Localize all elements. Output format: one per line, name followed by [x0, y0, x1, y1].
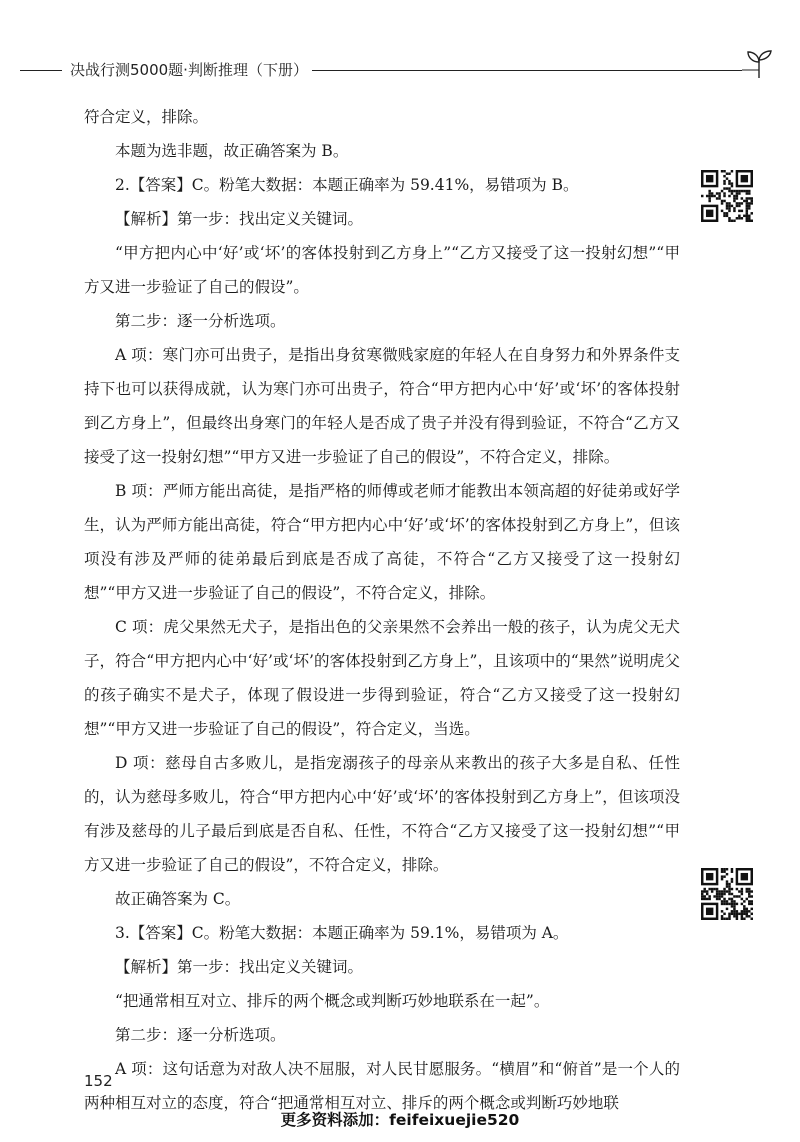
paragraph: A 项：这句话意为对敌人决不屈服，对人民甘愿服务。“横眉”和“俯首”是一个人的两种相互对立的态度，符合“把通常相互对立、排斥的两个概念或判断巧妙地联: [84, 1060, 680, 1112]
header-rule-left: [20, 70, 62, 71]
paragraph: “甲方把内心中‘好’或‘坏’的客体投射到乙方身上”“乙方又接受了这一投射幻想”“甲方又进一步验证了自己的假设”。: [84, 244, 680, 296]
paragraph: “把通常相互对立、排斥的两个概念或判断巧妙地联系在一起”。: [115, 992, 550, 1010]
paragraph: D 项：慈母自古多败儿，是指宠溺孩子的母亲从来教出的孩子大多是自私、任性的，认为慈母多败儿，符合“甲方把内心中‘好’或‘坏’的客体投射到乙方身上”，但该项没有涉及慈母的儿子最后到底是否自私、任性，不符合“乙方又接受了这一投射幻想”“甲方又进一步验证了自己的假设”，不符合定义，排除。: [84, 754, 680, 874]
paragraph: 【解析】第一步：找出定义关键词。: [115, 958, 364, 976]
paragraph: 符合定义，排除。: [84, 108, 209, 126]
paragraph: 故正确答案为 C。: [115, 890, 241, 908]
paragraph: 第二步：逐一分析选项。: [115, 1026, 286, 1044]
paragraph: 【解析】第一步：找出定义关键词。: [115, 210, 364, 228]
header-rule-right: [312, 70, 742, 71]
running-header: [20, 56, 760, 82]
paragraph: 第二步：逐一分析选项。: [115, 312, 286, 330]
footer-note: 更多资料添加：feifeixuejie520: [280, 1111, 520, 1129]
paragraph: C 项：虎父果然无犬子，是指出色的父亲果然不会养出一般的孩子，认为虎父无犬子，符合“甲方把内心中‘好’或‘坏’的客体投射到乙方身上”，且该项中的“果然”说明虎父的孩子确实不是犬子，体现了假设进一步得到验证，符合“乙方又接受了这一投射幻想”“甲方又进一步验证了自己的假设”，符合定义，当选。: [84, 618, 680, 738]
paragraph: 2.【答案】C。粉笔大数据：本题正确率为 59.41%，易错项为 B。: [115, 176, 579, 194]
body-text: [84, 100, 680, 1120]
qr-code-icon[interactable]: [701, 868, 753, 920]
sprout-icon: [742, 48, 776, 80]
paragraph: 本题为选非题，故正确答案为 B。: [115, 142, 349, 160]
paragraph: B 项：严师方能出高徒，是指严格的师傅或老师才能教出本领高超的好徒弟或好学生，认为严师方能出高徒，符合“甲方把内心中‘好’或‘坏’的客体投射到乙方身上”，但该项没有涉及严师的徒弟最后到底是否成了高徒，不符合“乙方又接受了这一投射幻想”“甲方又进一步验证了自己的假设”，不符合定义，排除。: [84, 482, 680, 602]
qr-code-icon[interactable]: [701, 170, 753, 222]
paragraph: A 项：寒门亦可出贵子，是指出身贫寒微贱家庭的年轻人在自身努力和外界条件支持下也可以获得成就，认为寒门亦可出贵子，符合“甲方把内心中‘好’或‘坏’的客体投射到乙方身上”，但最终出身寒门的年轻人是否成了贵子并没有得到验证，不符合“乙方又接受了这一投射幻想”“甲方又进一步验证了自己的假设”，不符合定义，排除。: [84, 346, 680, 466]
paragraph: 3.【答案】C。粉笔大数据：本题正确率为 59.1%，易错项为 A。: [115, 924, 569, 942]
header-title: 决战行测5000题·判断推理（下册）: [70, 61, 308, 79]
page-number: 152: [84, 1072, 113, 1090]
